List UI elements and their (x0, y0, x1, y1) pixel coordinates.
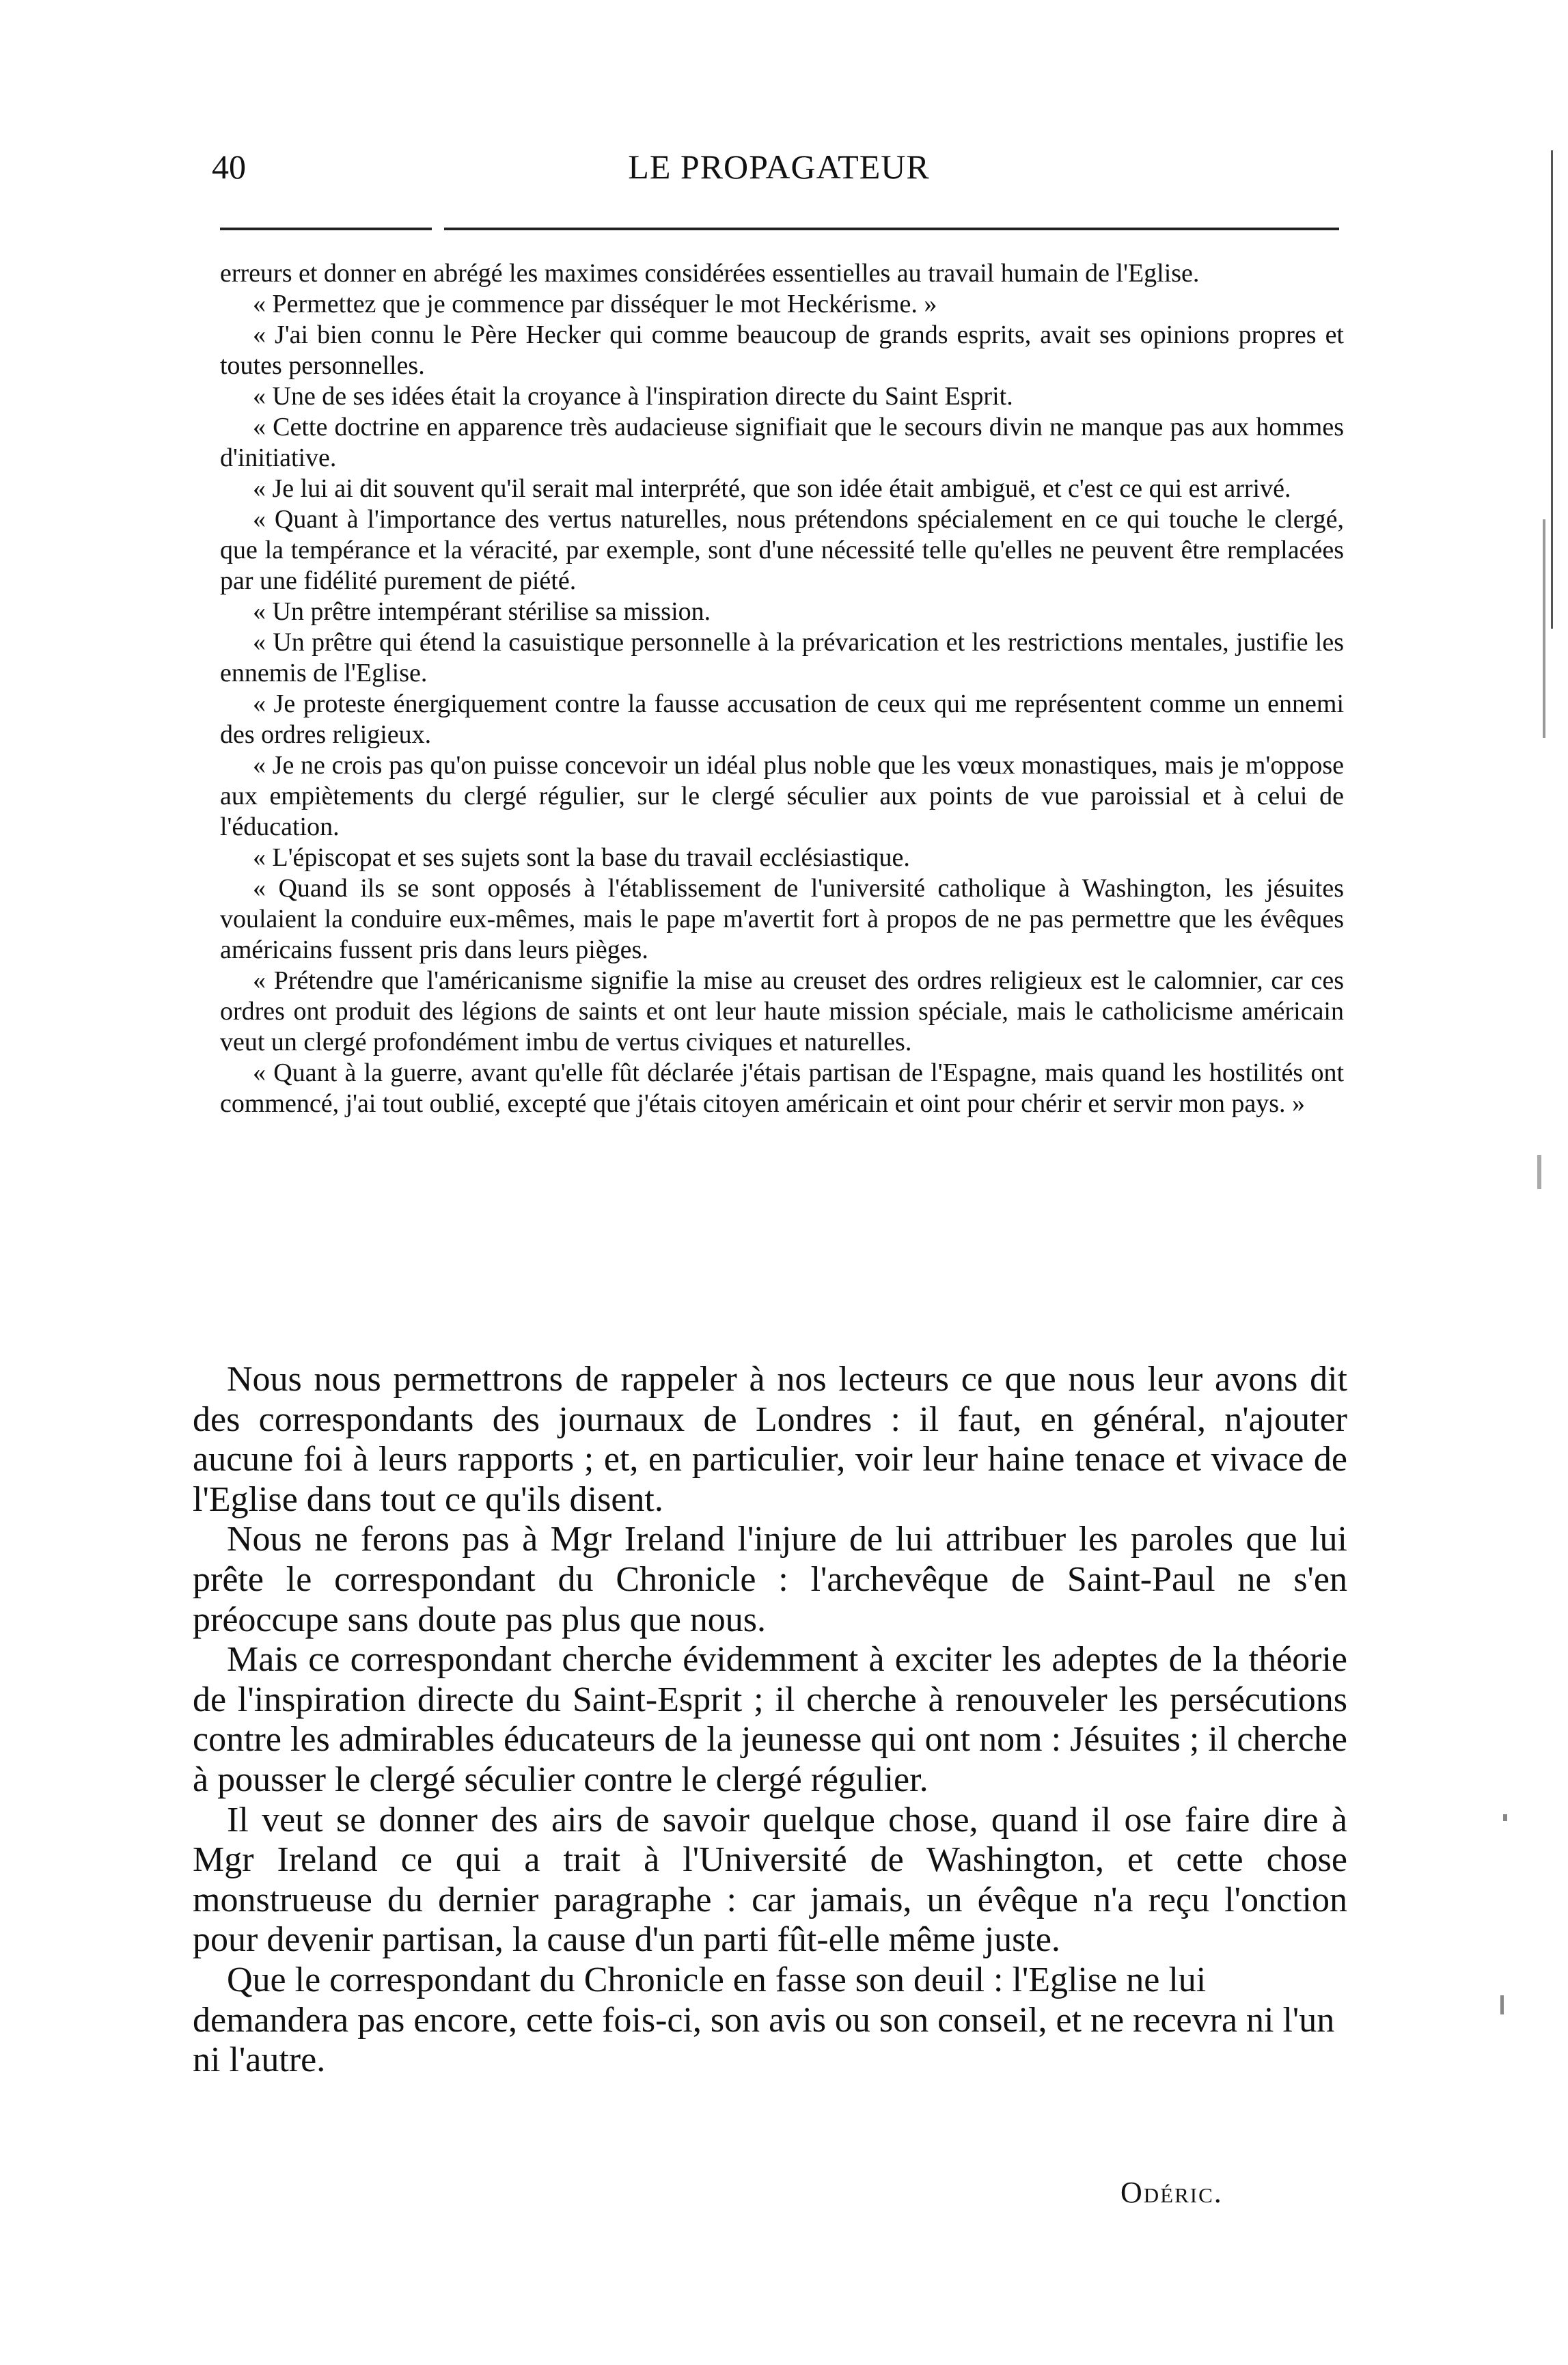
page-number: 40 (212, 148, 246, 186)
quote-paragraph: « Quant à l'importance des vertus naturelles, nous prétendons spécialement en ce qui touche le clergé, que la tempérance et la véracité, par exemple, sont d'une nécessité telle qu'elles ne peuvent être remplacées par une fidélité purement de piété. (220, 505, 1344, 595)
quote-paragraph: « Je proteste énergiquement contre la fausse accusation de ceux qui me représentent comme un ennemi des ordres religieux. (220, 689, 1344, 749)
quote-paragraph: « Je lui ai dit souvent qu'il serait mal interprété, que son idée était ambiguë, et c'est ce qui est arrivé. (253, 474, 1291, 503)
quote-paragraph: « Quand ils se sont opposés à l'établissement de l'université catholique à Washington, les jésuites voulaient la conduire eux-mêmes, mais le pape m'avertit fort à propos de ne pas permettre que les évêques américains fussent pris dans leurs pièges. (220, 874, 1344, 964)
body-paragraph: Nous nous permettrons de rappeler à nos lecteurs ce que nous leur avons dit des correspondants des journaux de Londres : il faut, en général, n'ajouter aucune foi à leurs rapports ; et, en particulier, voir leur haine tenace et vivace de l'Eglise dans tout ce qu'ils disent. (193, 1360, 1347, 1519)
body-paragraph: Nous ne ferons pas à Mgr Ireland l'injure de lui attribuer les paroles que lui prête le correspondant du Chronicle : l'archevêque de Saint-Paul ne s'en préoccupe sans doute pas plus que nous. (193, 1520, 1347, 1639)
quote-paragraph: « Prétendre que l'américanisme signifie la mise au creuset des ordres religieux est le calomnier, car ces ordres ont produit des légions de saints et ont leur haute mission spéciale, mais le catholicisme américain veut un clergé profondément imbu de vertus civiques et naturelles. (220, 966, 1344, 1056)
quote-paragraph: « Un prêtre qui étend la casuistique personnelle à la prévarication et les restrictions mentales, justifie les ennemis de l'Eglise. (220, 628, 1344, 687)
quote-paragraph: « Permettez que je commence par disséquer le mot Heckérisme. » (253, 290, 937, 318)
margin-artifact (1543, 519, 1545, 738)
quote-paragraph: « Je ne crois pas qu'on puisse concevoir un idéal plus noble que les vœux monastiques, mais je m'oppose aux empiètements du clergé régulier, sur le clergé séculier aux points de vue paroissial et à celui de l'éducation. (220, 751, 1344, 841)
body-paragraph: Il veut se donner des airs de savoir quelque chose, quand il ose faire dire à Mgr Ireland ce qui a trait à l'Université de Washington, et cette chose monstrueuse du dernier paragraphe : car jamais, un évêque n'a reçu l'onction pour devenir partisan, la cause d'un parti fût-elle même juste. (193, 1800, 1347, 1960)
quote-paragraph: erreurs et donner en abrégé les maximes considérées essentielles au travail humain de l'Eglise. (220, 259, 1200, 288)
editorial-commentary (193, 1360, 1347, 2081)
quoted-interview (220, 258, 1344, 1119)
margin-artifact (1551, 150, 1553, 629)
quote-paragraph: « J'ai bien connu le Père Hecker qui comme beaucoup de grands esprits, avait ses opinions propres et toutes personnelles. (220, 320, 1344, 380)
header-rule (220, 228, 432, 230)
margin-artifact (1500, 1995, 1504, 2014)
margin-artifact (1503, 1814, 1507, 1821)
body-paragraph: Que le correspondant du Chronicle en fasse son deuil : l'Eglise ne lui demandera pas encore, cette fois-ci, son avis ou son conseil, et ne recevra ni l'un ni l'autre. (193, 1960, 1335, 2080)
author-signature: Odéric. (1120, 2176, 1223, 2209)
quote-paragraph: « Une de ses idées était la croyance à l'inspiration directe du Saint Esprit. (253, 382, 1013, 411)
quote-paragraph: « L'épiscopat et ses sujets sont la base du travail ecclésiastique. (253, 843, 910, 872)
page-header (205, 147, 1353, 202)
running-title: LE PROPAGATEUR (628, 148, 930, 186)
body-paragraph: Mais ce correspondant cherche évidemment à exciter les adeptes de la théorie de l'inspiration directe du Saint-Esprit ; il cherche à renouveler les persécutions contre les admirables éducateurs de la jeunesse qui ont nom : Jésuites ; il cherche à pousser le clergé séculier contre le clergé régulier. (193, 1640, 1347, 1799)
quote-paragraph: « Cette doctrine en apparence très audacieuse signifiait que le secours divin ne manque pas aux hommes d'initiative. (220, 413, 1344, 472)
quote-paragraph: « Un prêtre intempérant stérilise sa mission. (253, 597, 711, 626)
quote-paragraph: « Quant à la guerre, avant qu'elle fût déclarée j'étais partisan de l'Espagne, mais quand les hostilités ont commencé, j'ai tout oublié, excepté que j'étais citoyen américain et oint pour chérir et servir mon pays. » (220, 1058, 1344, 1118)
header-rule (444, 228, 1339, 230)
margin-artifact (1537, 1155, 1541, 1189)
